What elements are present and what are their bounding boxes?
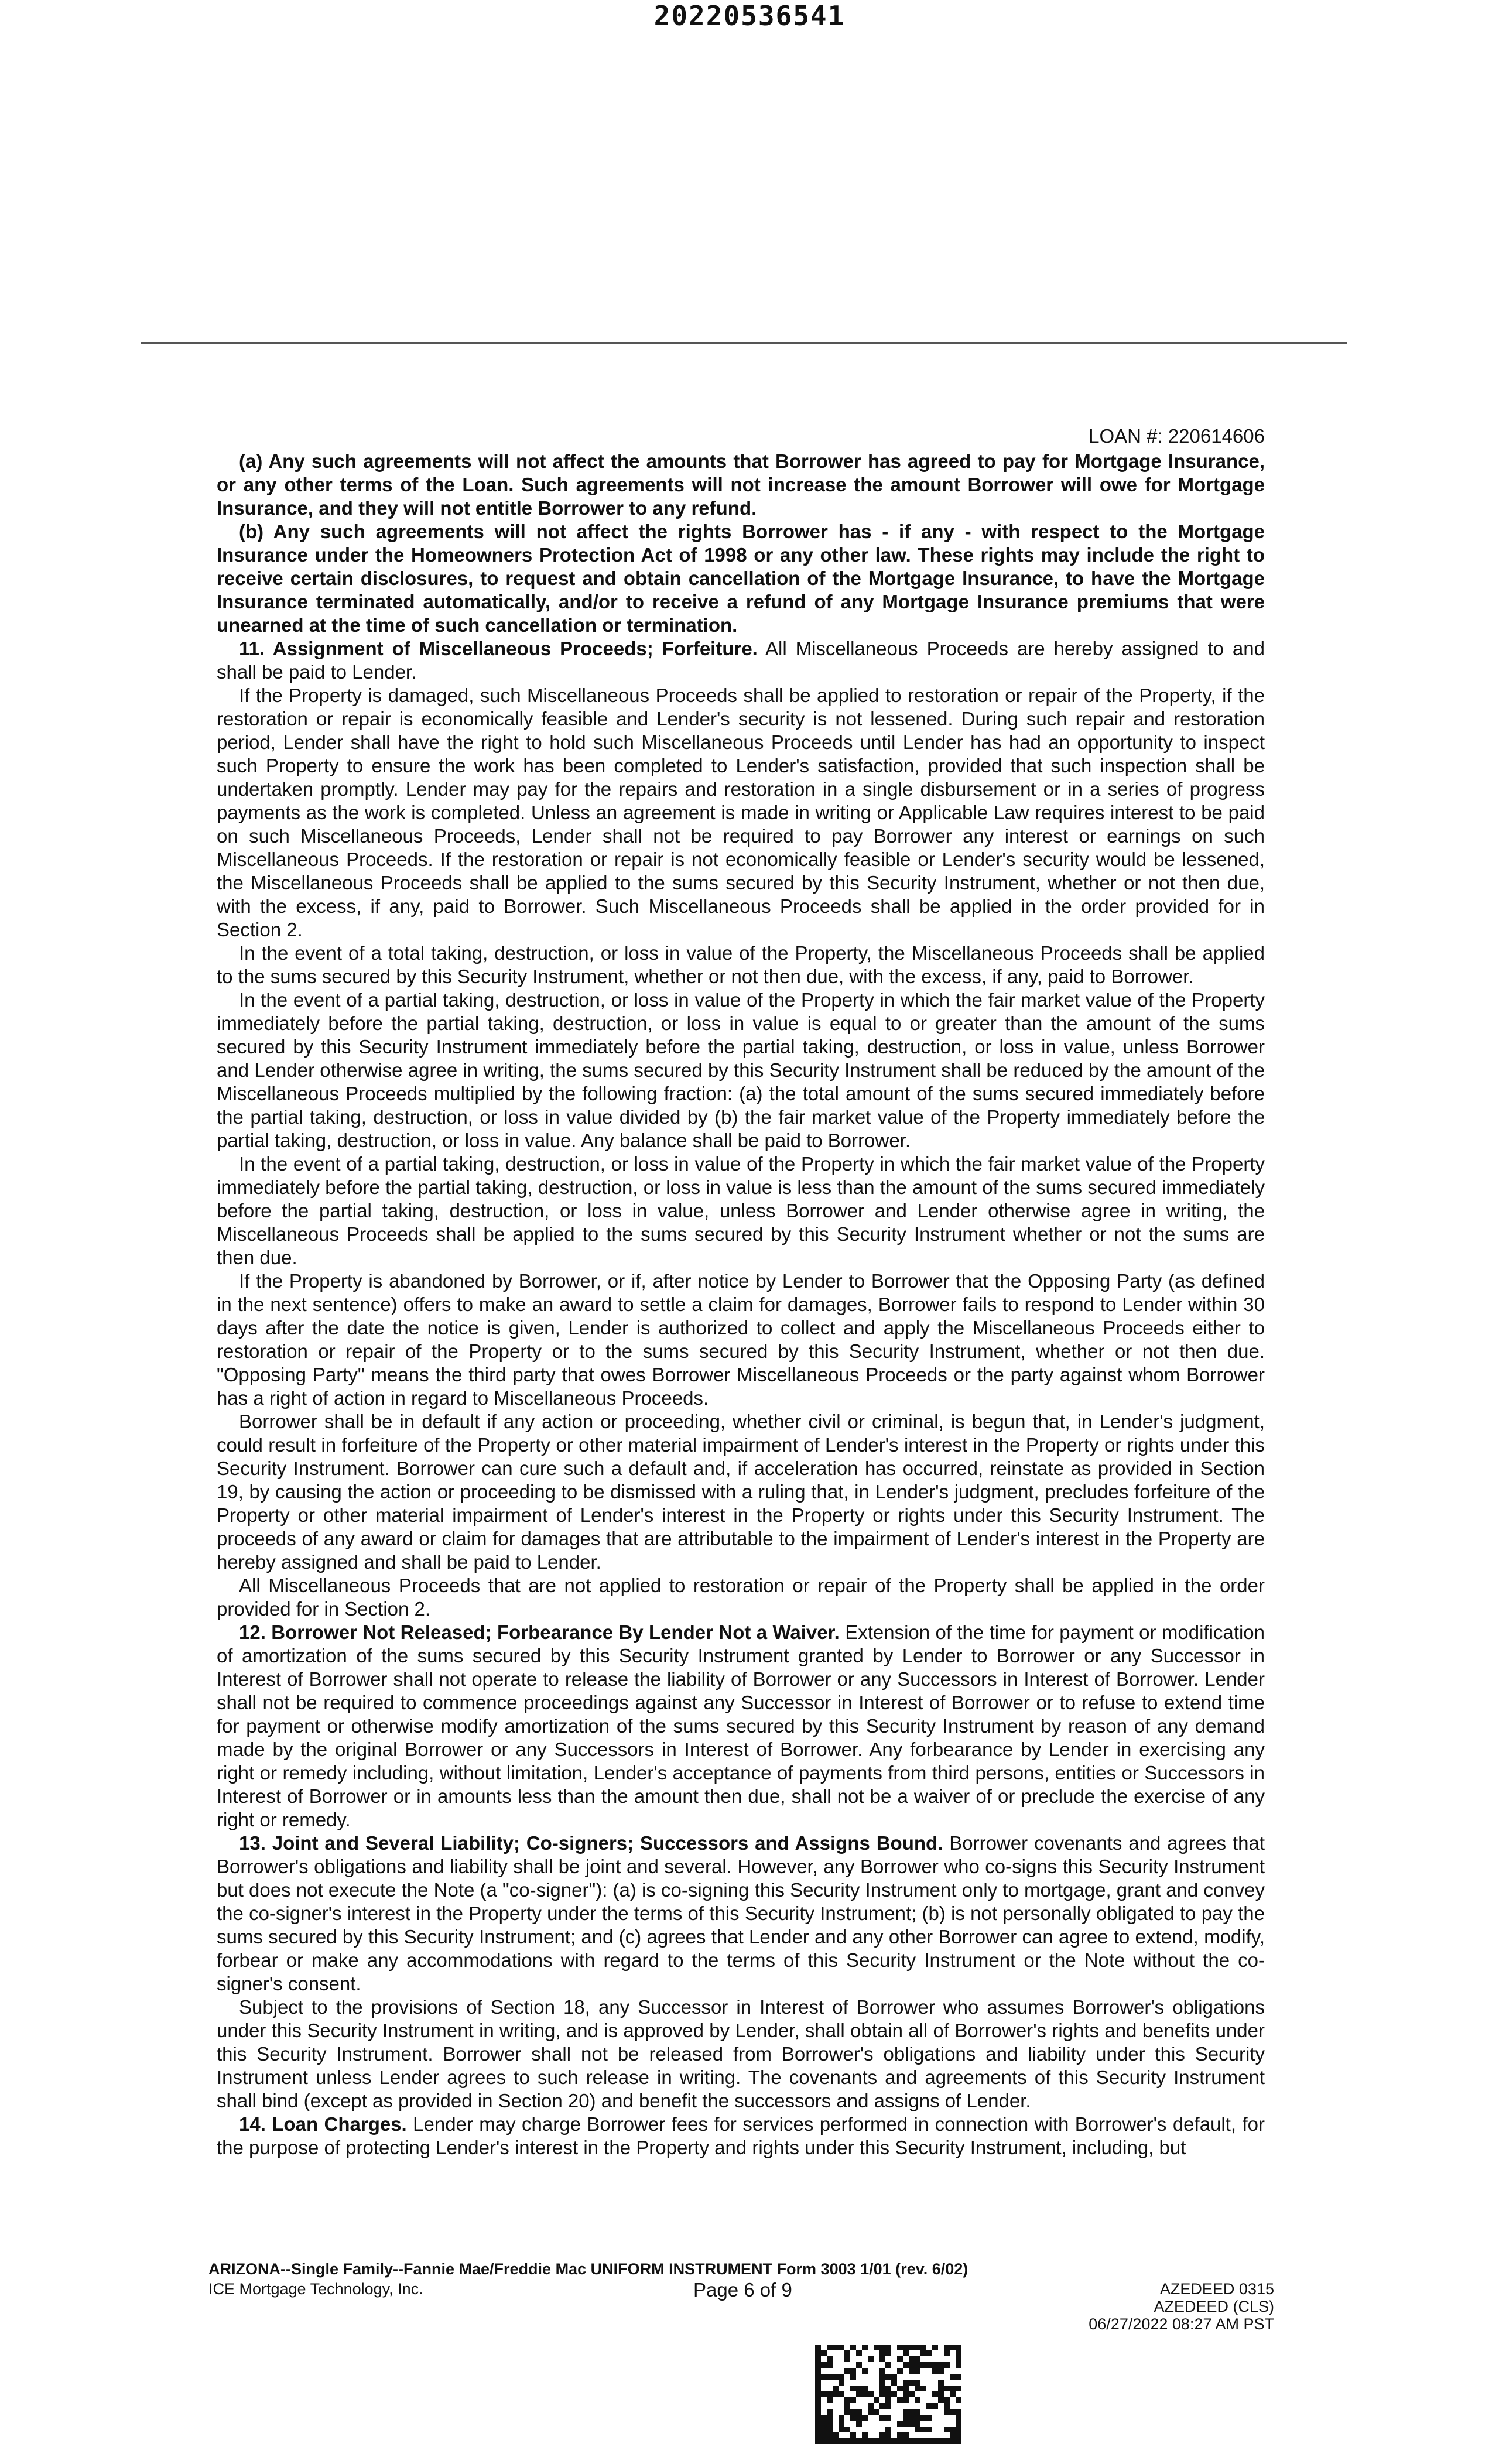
form-title: ARIZONA--Single Family--Fannie Mae/Freddie Mac UNIFORM INSTRUMENT Form 3003 1/01 (rev. 6/02) [208,2260,968,2278]
section-heading: 11. Assignment of Miscellaneous Proceeds; Forfeiture. [239,638,758,659]
form-code: AZEDEED 0315 [1159,2280,1274,2298]
paragraph: 11. Assignment of Miscellaneous Proceeds; Forfeiture. All Miscellaneous Proceeds are hereby assigned to and shall be paid to Lender. [217,638,1265,683]
paragraph: 12. Borrower Not Released; Forbearance By Lender Not a Waiver. Extension of the time for payment or modification of amortization of the sums secured by this Security Instrument granted by Lender to Borrower or any Successor in Interest of Borrower shall not operate to release the liability of Borrower or any Successors in Interest of Borrower. Lender shall not be required to commence proceedings against any Successor in Interest of Borrower or to refuse to extend time for payment or otherwise modify amortization of the sums secured by this Security Instrument by reason of any demand made by the original Borrower or any Successors in Interest of Borrower. Any forbearance by Lender in exercising any right or remedy including, without limitation, Lender's acceptance of payments from third persons, entities or Successors in Interest of Borrower or in amounts less than the amount then due, shall not be a waiver of or preclude the exercise of any right or remedy. [217,1621,1265,1830]
paragraph: (b) Any such agreements will not affect the rights Borrower has - if any - with respect to the Mortgage Insurance under the Homeowners Protection Act of 1998 or any other law. These rights may include the right to receive certain disclosures, to request and obtain cancellation of the Mortgage Insurance, to have the Mortgage Insurance terminated automatically, and/or to receive a refund of any Mortgage Insurance premiums that were unearned at the time of such cancellation or termination. [217,521,1265,636]
print-timestamp: 06/27/2022 08:27 AM PST [1089,2315,1274,2333]
paragraph: (a) Any such agreements will not affect the amounts that Borrower has agreed to pay for Mortgage Insurance, or any other terms of the Loan. Such agreements will not increase the amount Borrower will owe for Mortgage Insurance, and they will not entitle Borrower to any refund. [217,450,1265,519]
paragraph: 14. Loan Charges. Lender may charge Borrower fees for services performed in connection with Borrower's default, for the purpose of protecting Lender's interest in the Property and rights under this Security Instrument, including, but [217,2113,1265,2158]
header-divider [141,342,1347,344]
company-name: ICE Mortgage Technology, Inc. [208,2280,423,2298]
paragraph: If the Property is abandoned by Borrower, or if, after notice by Lender to Borrower that the Opposing Party (as defined in the next sentence) offers to make an award to settle a claim for damages, Borrower fails to respond to Lender within 30 days after the date the notice is given, Lender is authorized to collect and apply the Miscellaneous Proceeds either to restoration or repair of the Property or to the sums secured by this Security Instrument, whether or not then due. "Opposing Party" means the third party that owes Borrower Miscellaneous Proceeds or the party against whom Borrower has a right of action in regard to Miscellaneous Proceeds. [217,1270,1265,1409]
section-heading: 13. Joint and Several Liability; Co-signers; Successors and Assigns Bound. [239,1832,943,1854]
paragraph: In the event of a total taking, destruction, or loss in value of the Property, the Miscellaneous Proceeds shall be applied to the sums secured by this Security Instrument, whether or not then due, with the excess, if any, paid to Borrower. [217,942,1265,987]
paragraph: All Miscellaneous Proceeds that are not applied to restoration or repair of the Property shall be applied in the order provided for in Section 2. [217,1575,1265,1620]
paragraph: In the event of a partial taking, destruction, or loss in value of the Property in which the fair market value of the Property immediately before the partial taking, destruction, or loss in value is equal to or greater than the amount of the sums secured by this Security Instrument immediately before the partial taking, destruction, or loss in value, unless Borrower and Lender otherwise agree in writing, the sums secured by this Security Instrument shall be reduced by the amount of the Miscellaneous Proceeds multiplied by the following fraction: (a) the total amount of the sums secured immediately before the partial taking, destruction, or loss in value divided by (b) the fair market value of the Property immediately before the partial taking, destruction, or loss in value. Any balance shall be paid to Borrower. [217,989,1265,1151]
paragraph: In the event of a partial taking, destruction, or loss in value of the Property in which the fair market value of the Property immediately before the partial taking, destruction, or loss in value is less than the amount of the sums secured immediately before the partial taking, destruction, or loss in value, unless Borrower and Lender otherwise agree in writing, the Miscellaneous Proceeds shall be applied to the sums secured by this Security Instrument whether or not the sums are then due. [217,1153,1265,1268]
page-footer [208,2260,1274,2333]
document-body [217,450,1265,2160]
page-number: Page 6 of 9 [693,2279,792,2301]
loan-number: LOAN #: 220614606 [1089,425,1265,447]
paragraph: Borrower shall be in default if any action or proceeding, whether civil or criminal, is begun that, in Lender's judgment, could result in forfeiture of the Property or other material impairment of Lender's interest in the Property or rights under this Security Instrument. Borrower can cure such a default and, if acceleration has occurred, reinstate as provided in Section 19, by causing the action or proceeding to be dismissed with a ruling that, in Lender's judgment, precludes forfeiture of the Property or other material impairment of Lender's interest in the Property or rights under this Security Instrument. The proceeds of any award or claim for damages that are attributable to the impairment of Lender's interest in the Property are hereby assigned and shall be paid to Lender. [217,1411,1265,1573]
paragraph: Subject to the provisions of Section 18, any Successor in Interest of Borrower who assumes Borrower's obligations under this Security Instrument in writing, and is approved by Lender, shall obtain all of Borrower's rights and benefits under this Security Instrument. Borrower shall not be released from Borrower's obligations and liability under this Security Instrument unless Lender agrees to such release in writing. The covenants and agreements of this Security Instrument shall bind (except as provided in Section 20) and benefit the successors and assigns of Lender. [217,1996,1265,2111]
section-heading: 14. Loan Charges. [239,2113,407,2135]
section-heading: 12. Borrower Not Released; Forbearance By Lender Not a Waiver. [239,1621,840,1643]
barcode-icon [815,2345,961,2444]
form-code-cls: AZEDEED (CLS) [1154,2298,1274,2315]
recording-number: 20220536541 [653,0,846,32]
paragraph: 13. Joint and Several Liability; Co-signers; Successors and Assigns Bound. Borrower covenants and agrees that Borrower's obligations and liability shall be joint and several. However, any Borrower who co-signs this Security Instrument but does not execute the Note (a "co-signer"): (a) is co-signing this Security Instrument only to mortgage, grant and convey the co-signer's interest in the Property under the terms of this Security Instrument; (b) is not personally obligated to pay the sums secured by this Security Instrument; and (c) agrees that Lender and any other Borrower can agree to extend, modify, forbear or make any accommodations with regard to the terms of this Security Instrument or the Note without the co-signer's consent. [217,1832,1265,1994]
paragraph: If the Property is damaged, such Miscellaneous Proceeds shall be applied to restoration or repair of the Property, if the restoration or repair is economically feasible and Lender's security is not lessened. During such repair and restoration period, Lender shall have the right to hold such Miscellaneous Proceeds until Lender has had an opportunity to inspect such Property to ensure the work has been completed to Lender's satisfaction, provided that such inspection shall be undertaken promptly. Lender may pay for the repairs and restoration in a single disbursement or in a series of progress payments as the work is completed. Unless an agreement is made in writing or Applicable Law requires interest to be paid on such Miscellaneous Proceeds, Lender shall not be required to pay Borrower any interest or earnings on such Miscellaneous Proceeds. If the restoration or repair is not economically feasible or Lender's security would be lessened, the Miscellaneous Proceeds shall be applied to the sums secured by this Security Instrument, whether or not then due, with the excess, if any, paid to Borrower. Such Miscellaneous Proceeds shall be applied in the order provided for in Section 2. [217,685,1265,940]
document-codes [1089,2280,1274,2333]
